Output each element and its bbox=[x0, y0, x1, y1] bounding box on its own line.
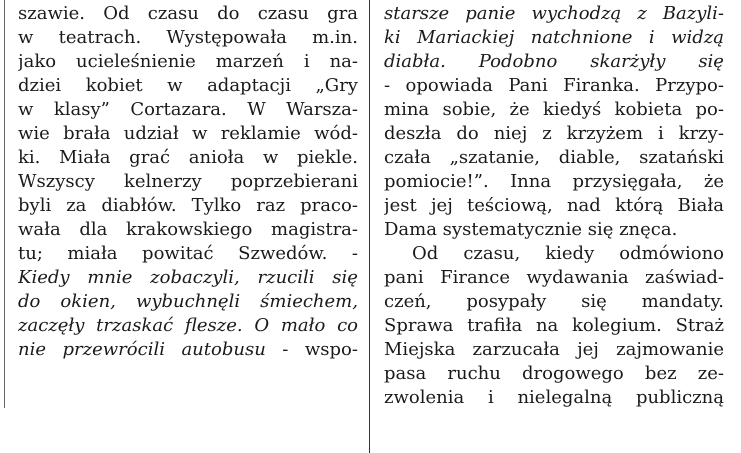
word: Miała bbox=[59, 147, 111, 168]
word: nie bbox=[18, 339, 47, 360]
word: do bbox=[217, 3, 240, 24]
word: drogowego bbox=[522, 363, 624, 384]
word: się bbox=[332, 267, 358, 288]
text-line bbox=[18, 27, 358, 49]
text-line bbox=[384, 99, 724, 121]
word: wała bbox=[18, 219, 61, 240]
word: kolegium. bbox=[572, 315, 662, 336]
word: marzeń bbox=[215, 51, 284, 72]
word: Kiedy bbox=[18, 267, 70, 288]
word: opowiada bbox=[405, 75, 493, 96]
word: mina bbox=[384, 99, 430, 120]
word: Inna bbox=[510, 171, 552, 192]
word: w bbox=[192, 123, 208, 144]
text-line bbox=[384, 387, 724, 409]
word: grać bbox=[129, 147, 171, 168]
word: - bbox=[351, 243, 358, 264]
word: niej bbox=[493, 123, 528, 144]
word: pomiocie!”. bbox=[384, 171, 489, 192]
word: odmówiono bbox=[619, 243, 724, 264]
word: czasu bbox=[257, 3, 309, 24]
text-line bbox=[18, 291, 358, 313]
word: do bbox=[456, 123, 479, 144]
word: starsze bbox=[384, 3, 450, 24]
text-line bbox=[18, 123, 358, 145]
left-column bbox=[18, 0, 358, 453]
word: Przypo- bbox=[655, 75, 724, 96]
text-line bbox=[18, 147, 358, 169]
word: i bbox=[648, 27, 655, 48]
word: trzaskać bbox=[96, 315, 174, 336]
word: w bbox=[167, 75, 183, 96]
text-line bbox=[384, 291, 724, 313]
word: kobieta bbox=[614, 99, 683, 120]
word: m.in. bbox=[312, 27, 358, 48]
word: pani bbox=[384, 267, 424, 288]
word: że bbox=[703, 171, 724, 192]
word: diable, bbox=[558, 147, 621, 168]
text-line bbox=[384, 75, 724, 97]
word: rzucili bbox=[257, 267, 315, 288]
word: jako bbox=[18, 51, 57, 72]
word: anioła bbox=[188, 147, 245, 168]
word: śmiechem, bbox=[260, 291, 358, 312]
text-line bbox=[18, 219, 358, 241]
word: posypały bbox=[466, 291, 547, 312]
word: szatański bbox=[639, 147, 724, 168]
word: że bbox=[509, 99, 530, 120]
word: O bbox=[254, 315, 270, 336]
word: i bbox=[303, 51, 310, 72]
text-line bbox=[384, 171, 724, 193]
word: okien, bbox=[60, 291, 116, 312]
text-segment: Dama systematycznie się znęca. bbox=[384, 219, 678, 240]
word: gra bbox=[327, 3, 358, 24]
word: kelnerzy bbox=[123, 171, 202, 192]
word: w bbox=[18, 27, 34, 48]
word: autobusu bbox=[181, 339, 266, 360]
word: flesze. bbox=[184, 315, 243, 336]
text-line bbox=[384, 219, 724, 241]
word: sobie, bbox=[442, 99, 497, 120]
text-line bbox=[384, 243, 724, 265]
word: kobiet bbox=[85, 75, 143, 96]
word: wybuchnęli bbox=[135, 291, 241, 312]
word: udział bbox=[123, 123, 179, 144]
word: Cortazara. bbox=[130, 99, 227, 120]
word: się bbox=[581, 291, 607, 312]
word: brała bbox=[63, 123, 111, 144]
text-line bbox=[384, 123, 724, 145]
word: Sprawa bbox=[384, 315, 454, 336]
word: jej bbox=[430, 195, 453, 216]
text-line bbox=[18, 339, 358, 361]
text-line bbox=[18, 171, 358, 193]
word: i bbox=[657, 123, 664, 144]
word: dla bbox=[79, 219, 108, 240]
word: przewrócili bbox=[62, 339, 165, 360]
word: czała bbox=[384, 147, 431, 168]
word: i bbox=[487, 387, 494, 408]
word: teatrach. bbox=[58, 27, 142, 48]
text-line bbox=[18, 51, 358, 73]
text-line bbox=[384, 339, 724, 361]
text-line bbox=[18, 75, 358, 97]
word: nielegalną bbox=[517, 387, 613, 408]
word: adaptacji bbox=[207, 75, 291, 96]
word: natchnione bbox=[530, 27, 633, 48]
word: po- bbox=[695, 99, 724, 120]
word: krzy- bbox=[678, 123, 724, 144]
text-line bbox=[18, 267, 358, 289]
word: praco- bbox=[300, 195, 358, 216]
word: Szwedów. bbox=[238, 243, 328, 264]
word: deszła bbox=[384, 123, 442, 144]
word: „Gry bbox=[315, 75, 358, 96]
word: czeń, bbox=[384, 291, 432, 312]
word: mandaty. bbox=[641, 291, 724, 312]
word: wychodzą bbox=[531, 3, 622, 24]
word: przysięgała, bbox=[572, 171, 683, 192]
word: magistra- bbox=[271, 219, 358, 240]
word: diabła. bbox=[384, 51, 446, 72]
word: widzą bbox=[671, 27, 724, 48]
word: - bbox=[282, 339, 289, 360]
word: wie bbox=[18, 123, 50, 144]
word: trafiła bbox=[467, 315, 523, 336]
word: Pani bbox=[508, 75, 548, 96]
word: jej bbox=[577, 339, 599, 360]
left-edge-rule bbox=[4, 0, 5, 408]
word: bez bbox=[644, 363, 677, 384]
word: nad bbox=[566, 195, 601, 216]
text-line bbox=[18, 243, 358, 265]
word: reklamie bbox=[220, 123, 301, 144]
word: szawie. bbox=[18, 3, 85, 24]
word: zajmowanie bbox=[616, 339, 724, 360]
word: panie bbox=[465, 3, 516, 24]
text-line bbox=[384, 27, 724, 49]
word: klasy” bbox=[53, 99, 110, 120]
word: Straż bbox=[675, 315, 724, 336]
word: raz bbox=[256, 195, 286, 216]
text-line bbox=[384, 195, 724, 217]
word: Tylko bbox=[191, 195, 242, 216]
text-line bbox=[18, 315, 358, 337]
text-line bbox=[384, 363, 724, 385]
word: Wszyscy bbox=[18, 171, 95, 192]
word: diabłów. bbox=[101, 195, 177, 216]
word: w bbox=[262, 147, 279, 168]
word: z bbox=[542, 123, 552, 144]
word: Od bbox=[103, 3, 130, 24]
word: wód- bbox=[314, 123, 358, 144]
word: z bbox=[637, 3, 647, 24]
word: Podobno bbox=[478, 51, 558, 72]
word: Miejska bbox=[384, 339, 456, 360]
text-line bbox=[384, 147, 724, 169]
word: wspo- bbox=[304, 339, 358, 360]
word: w bbox=[18, 99, 34, 120]
column-divider bbox=[369, 0, 370, 453]
word: zaczęły bbox=[18, 315, 85, 336]
word: kiedyś bbox=[542, 99, 602, 120]
word: pasa bbox=[384, 363, 427, 384]
word: ki bbox=[384, 27, 401, 48]
word: zwolenia bbox=[384, 387, 465, 408]
word: - bbox=[384, 75, 391, 96]
right-column bbox=[384, 0, 724, 453]
word: ruchu bbox=[447, 363, 501, 384]
word: teściową, bbox=[467, 195, 553, 216]
word: dziei bbox=[18, 75, 62, 96]
word: poprzebierani bbox=[230, 171, 358, 192]
text-line bbox=[384, 3, 724, 25]
word: co bbox=[337, 315, 358, 336]
word: powitać bbox=[142, 243, 214, 264]
text-line bbox=[18, 99, 358, 121]
word: mnie bbox=[87, 267, 133, 288]
word: Firanka. bbox=[563, 75, 640, 96]
word: za bbox=[66, 195, 87, 216]
word: na bbox=[535, 315, 559, 336]
word: ucieleśnienie bbox=[76, 51, 196, 72]
word: zaświad- bbox=[645, 267, 724, 288]
word: krzyżem bbox=[566, 123, 644, 144]
text-line bbox=[18, 195, 358, 217]
word: którą bbox=[615, 195, 664, 216]
word: czasu, bbox=[463, 243, 521, 264]
word: ze- bbox=[697, 363, 724, 384]
word: W bbox=[247, 99, 266, 120]
text-line bbox=[384, 315, 724, 337]
word: Od bbox=[412, 243, 439, 264]
word: „szatanie, bbox=[449, 147, 541, 168]
word: skarżyły bbox=[590, 51, 666, 72]
word: Występowała bbox=[166, 27, 287, 48]
word: Mariackiej bbox=[417, 27, 515, 48]
word: Firance bbox=[440, 267, 511, 288]
word: krakowskiego bbox=[126, 219, 253, 240]
word: wydawania bbox=[526, 267, 629, 288]
word: Bazyli- bbox=[662, 3, 724, 24]
word: ki. bbox=[18, 147, 41, 168]
word: miała bbox=[67, 243, 118, 264]
word: się bbox=[698, 51, 724, 72]
word: publiczną bbox=[635, 387, 724, 408]
word: Biała bbox=[677, 195, 724, 216]
word: do bbox=[18, 291, 41, 312]
word: byli bbox=[18, 195, 52, 216]
word: tu; bbox=[18, 243, 43, 264]
word: Warsza- bbox=[286, 99, 358, 120]
word: jest bbox=[384, 195, 417, 216]
word: zobaczyli, bbox=[150, 267, 240, 288]
text-line bbox=[18, 3, 358, 25]
word: kiedy bbox=[545, 243, 595, 264]
word: zarzucała bbox=[472, 339, 560, 360]
word: na- bbox=[329, 51, 358, 72]
text-line bbox=[384, 51, 724, 73]
text-line bbox=[384, 267, 724, 289]
word: mało bbox=[280, 315, 326, 336]
word: czasu bbox=[147, 3, 199, 24]
word: piekle. bbox=[296, 147, 358, 168]
